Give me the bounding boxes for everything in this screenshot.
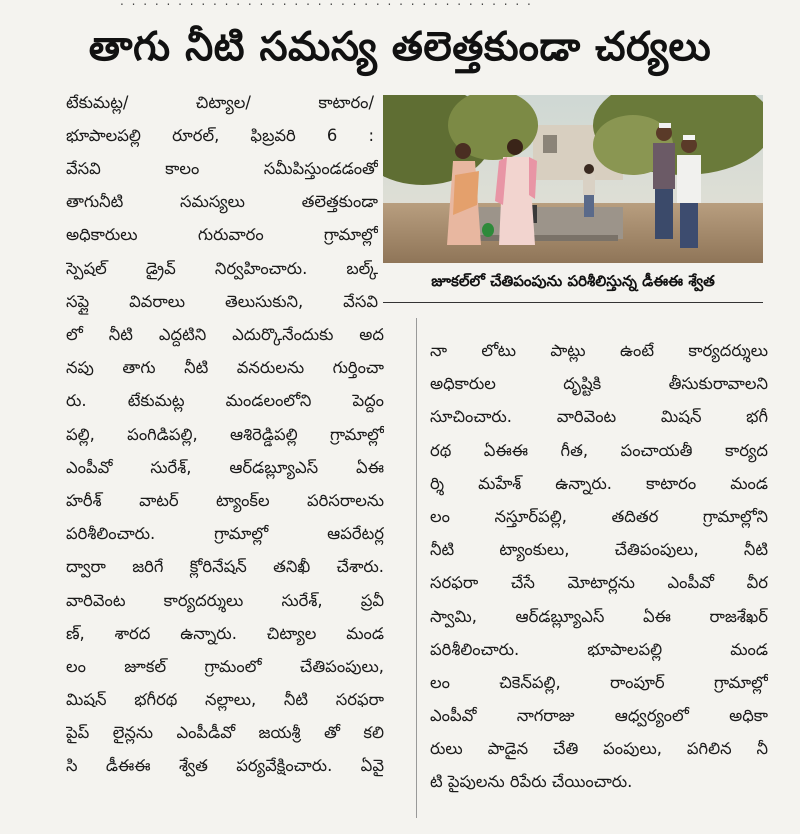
article-line: సి డీఈఈ శ్వేత పర్యవేక్షించారు. ఏవై	[66, 756, 384, 776]
article-line: స్వామి, ఆర్‌డబ్ల్యూఎస్‌ ఏఈ రాజశేఖర్‌	[430, 606, 768, 626]
article-line: భూపాలపల్లి రూరల్‌, ఫిబ్రవరి 6 :	[66, 126, 374, 146]
article-column-left-upper	[66, 152, 378, 318]
article-line: లం నస్తూర్‌పల్లి, తదితర గ్రామాల్లోని	[430, 506, 768, 526]
article-line: టేకుమట్ల/ చిట్యాల/ కాటారం/	[66, 93, 374, 112]
green-pot	[482, 223, 494, 237]
article-line: ద్వారా జరిగే క్లోరినేషన్‌ తనిఖీ చేశారు.	[66, 557, 384, 577]
article-line: పైప్‌ లైన్లను ఎంపీడీవో జయశ్రీ తో కలి	[66, 723, 384, 743]
article-line: టి పైపులను రిపేరు చేయించారు.	[430, 772, 633, 792]
stone-platform	[473, 207, 623, 239]
article-line: ర్శి మహేశ్‌ ఉన్నారు. కాటారం మండ	[430, 473, 768, 493]
photo-caption: జూకల్‌లో చేతిపంపును పరిశీలిస్తున్న డీఈఈ శ్వేత	[383, 264, 763, 303]
article-line: సూచించారు. వారివెంట మిషన్‌ భగీ	[430, 407, 768, 427]
article-line: లో నీటి ఎద్దటిని ఎదుర్కొనేందుకు అద	[66, 325, 384, 344]
article-line: తాగునీటి సమస్యలు తలెత్తకుండా	[66, 192, 378, 212]
article-line: నపు తాగు నీటి వనరులను గుర్తించా	[66, 358, 384, 378]
article-column-left-lower	[66, 318, 384, 783]
article-line: సప్లై వివరాలు తెలుసుకుని, వేసవి	[66, 291, 378, 311]
dateline-column	[66, 86, 374, 152]
article-line: ఎంపీవో నాగరాజు ఆధ్వర్యంలో అధికా	[430, 706, 768, 726]
article-line: రు. టేకుమట్ల మండలంలోని పెద్దం	[66, 391, 384, 411]
article-line: మిషన్‌ భగీరథ నల్లాలు, నీటి సరఫరా	[66, 690, 384, 710]
article-line: రథ ఏఈఈ గీత, పంచాయతీ కార్యద	[430, 440, 768, 460]
article-line: అధికారులు గురువారం గ్రామాల్లో	[66, 225, 378, 245]
article-line: పరిశీలించారు. భూపాలపల్లి మండ	[430, 639, 768, 659]
article-line: వేసవి కాలం సమీపిస్తుండడంతో	[66, 159, 378, 178]
article-line: నీటి ట్యాంకులు, చేతిపంపులు, నీటి	[430, 540, 768, 560]
platform-edge	[478, 235, 618, 241]
building-window	[543, 135, 557, 153]
column-divider	[416, 318, 417, 818]
article-line: హరీశ్‌ వాటర్‌ ట్యాంక్‌ల పరిసరాలను	[66, 490, 384, 510]
article-column-right	[430, 334, 768, 799]
article-line: సరఫరా చేసే మోటార్లను ఎంపీవో వీర	[430, 573, 768, 593]
article-line: లం జూకల్‌ గ్రామంలో చేతిపంపులు,	[66, 656, 384, 676]
article-line: అధికారుల దృష్టికి తీసుకురావాలని	[430, 374, 768, 394]
photo-illustration	[383, 95, 763, 263]
article-line: స్పెషల్‌ డ్రైవ్‌ నిర్వహించారు. బల్క్‌	[66, 258, 378, 278]
previous-article-fragment: . . . . . . . . . . . . . . . . . . . . . . . . . . . . . . . . . . . .	[120, 0, 533, 8]
article-line: ణ్‌, శారద ఉన్నారు. చిట్యాల మండ	[66, 623, 384, 643]
article-line: పరిశీలించారు. గ్రామాల్లో ఆపరేటర్ల	[66, 524, 384, 544]
article-line: వారివెంట కార్యదర్శులు సురేశ్‌, ప్రవీ	[66, 590, 384, 610]
article-line: లం చికెన్‌పల్లి, రాంపూర్‌ గ్రామాల్లో	[430, 672, 768, 692]
article-line: రులు పాడైన చేతి పంపులు, పగిలిన నీ	[430, 739, 768, 759]
article-line: పల్లి, పంగిడిపల్లి, ఆశిరెడ్డిపల్లి గ్రామాల్లో	[66, 424, 384, 444]
article-line: ఎంపీవో సురేశ్‌, ఆర్‌డబ్ల్యూఎస్‌ ఏఈ	[66, 457, 384, 477]
news-photo	[383, 95, 763, 263]
article-line: నా లోటు పాట్లు ఉంటే కార్యదర్శులు	[430, 341, 768, 360]
article-headline: తాగు నీటి సమస్య తలెత్తకుండా చర్యలు	[88, 24, 712, 70]
